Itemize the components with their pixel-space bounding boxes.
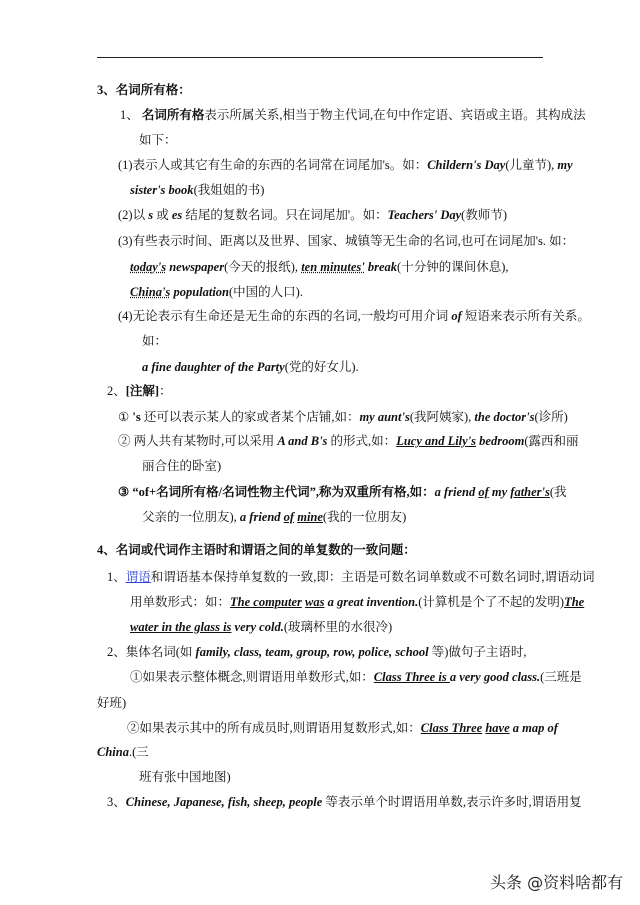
text-line [142, 359, 359, 375]
text-segment: Childern's Day [427, 158, 506, 172]
text-segment: a fine daughter of the Party [142, 360, 285, 374]
text-segment: a friend [434, 485, 479, 499]
text-segment: my [557, 158, 573, 172]
text-line [130, 594, 584, 610]
text-segment: a map of [509, 721, 558, 735]
text-segment: (今天的报纸), [224, 260, 302, 274]
text-line [107, 383, 172, 399]
watermark: 头条 @资料啥都有 [490, 873, 624, 892]
text-line [97, 542, 416, 558]
text-line [97, 82, 191, 98]
text-segment: (我阿姨家), [409, 410, 475, 424]
text-segment: newspaper [166, 260, 225, 274]
text-segment: (我的一位朋友) [322, 510, 407, 524]
text-segment: a friend [239, 510, 284, 524]
text-segment: 结尾的复数名词。只在词尾加'。如： [182, 208, 388, 222]
text-segment: of [478, 485, 489, 499]
text-line [118, 433, 578, 449]
text-segment: ten minutes' [301, 260, 365, 274]
text-segment: China [97, 745, 129, 759]
text-segment: (儿童节), [505, 158, 558, 172]
text-segment: Chinese, Japanese, fish, sheep, people [125, 795, 323, 809]
text-segment: father's [510, 485, 550, 499]
text-segment: es [171, 208, 183, 222]
text-segment: very cold. [231, 620, 284, 634]
text-segment: of [283, 510, 295, 524]
text-segment: The [564, 595, 585, 609]
text-line [139, 132, 177, 148]
text-segment: a very good class. [449, 670, 541, 684]
text-segment: a great invention. [324, 595, 419, 609]
text-segment: (2)以 [118, 208, 149, 222]
text-segment: (十分钟的课间休息), [397, 260, 509, 274]
text-segment: 表示所属关系,相当于物主代词,在句中作定语、宾语或主语。其构成法 [204, 108, 586, 122]
text-segment: 1、 [107, 570, 126, 584]
text-segment: 班有张中国地图) [139, 770, 231, 784]
text-line [120, 107, 586, 123]
header-rule [97, 57, 543, 58]
text-segment: ： [159, 384, 172, 398]
text-segment: 和谓语基本保持单复数的一致,即：主语是可数名词单数或不可数名词时,谓语动词 [150, 570, 595, 584]
text-segment: ② 两人共有某物时,可以采用 [118, 434, 278, 448]
text-line [107, 569, 595, 585]
text-segment: today's [130, 260, 167, 274]
text-segment: 1、 [120, 108, 142, 122]
text-segment: 如下： [139, 133, 177, 147]
text-segment: the doctor's [474, 410, 535, 424]
text-line [142, 333, 167, 349]
text-segment: 3、名词所有格： [97, 83, 191, 97]
text-segment: A and B's [277, 434, 328, 448]
text-segment: (1)表示人或其它有生命的东西的名词常在词尾加's。如： [118, 158, 428, 172]
text-segment: s [148, 208, 154, 222]
text-line [118, 308, 590, 324]
text-segment: Lucy and Lily's [396, 434, 477, 448]
text-segment: (我姐姐的书) [193, 183, 265, 197]
text-segment: Class Three [420, 721, 483, 735]
text-segment: 4、名词或代词作主语时和谓语之间的单复数的一致问题： [97, 543, 416, 557]
text-line [118, 157, 573, 173]
text-segment: 's [132, 410, 141, 424]
text-line [130, 259, 509, 275]
text-segment: (4)无论表示有生命还是无生命的东西的名词,一般均可用介词 [118, 309, 452, 323]
text-segment: 或 [153, 208, 172, 222]
text-segment: (玻璃杯里的水很冷) [283, 620, 393, 634]
text-segment: (计算机是个了不起的发明) [418, 595, 565, 609]
text-line [130, 669, 582, 685]
text-line [118, 484, 567, 500]
text-line [142, 509, 406, 525]
text-segment: 的形式,如： [327, 434, 397, 448]
glossary-link[interactable]: 谓语 [125, 570, 151, 584]
text-segment: .(三 [128, 745, 149, 759]
text-segment: population [170, 285, 230, 299]
text-segment: (诊所) [534, 410, 568, 424]
text-segment: 丽合住的卧室) [142, 459, 222, 473]
text-segment: ① [118, 410, 133, 424]
text-segment: was [305, 595, 325, 609]
text-line [107, 794, 582, 810]
text-line [107, 644, 527, 660]
text-line [97, 695, 126, 711]
text-segment: 2、集体名词(如 [107, 645, 196, 659]
text-segment: sister's book [130, 183, 194, 197]
text-segment: (露西和丽 [524, 434, 579, 448]
text-segment: 短语来表示所有关系。 [461, 309, 590, 323]
text-segment: ②如果表示其中的所有成员时,则谓语用复数形式,如： [127, 721, 421, 735]
text-segment: 等)做句子主语时, [428, 645, 527, 659]
text-line [118, 409, 568, 425]
text-segment: (中国的人口). [229, 285, 303, 299]
text-line [139, 769, 231, 785]
text-line [118, 233, 574, 249]
text-line [127, 720, 558, 736]
text-segment: (三班是 [540, 670, 582, 684]
text-segment: The computer [230, 595, 302, 609]
text-segment: family, class, team, group, row, police, school [195, 645, 429, 659]
text-segment: my aunt's [359, 410, 410, 424]
text-segment: Teachers' Day [387, 208, 462, 222]
text-line [118, 207, 507, 223]
text-segment: Class Three is [373, 670, 450, 684]
text-line [97, 744, 149, 760]
text-segment: have [485, 721, 510, 735]
text-segment: (党的好女儿). [284, 360, 359, 374]
text-line [130, 284, 303, 300]
text-segment: 用单数形式：如： [130, 595, 231, 609]
text-segment: 3、 [107, 795, 126, 809]
text-segment: bedroom [476, 434, 525, 448]
text-line [130, 619, 392, 635]
text-segment: 父亲的一位朋友), [142, 510, 240, 524]
text-segment: [注解] [125, 384, 160, 398]
text-line [142, 458, 221, 474]
text-line [130, 182, 264, 198]
text-segment: 如： [142, 334, 168, 348]
text-segment: my [488, 485, 511, 499]
text-segment: China's [130, 285, 171, 299]
text-segment: (3)有些表示时间、距离以及世界、国家、城镇等无生命的名词,也可在词尾加's. 如： [118, 234, 575, 248]
text-segment: 还可以表示某人的家或者某个店铺,如： [140, 410, 360, 424]
text-segment: of [451, 309, 462, 323]
text-segment: ③ “of+名词所有格/名词性物主代词”,称为双重所有格,如： [118, 485, 435, 499]
text-segment: mine [297, 510, 323, 524]
text-segment: 2、 [107, 384, 126, 398]
text-segment: (我 [549, 485, 567, 499]
text-segment: 名词所有格 [141, 108, 205, 122]
text-segment: 等表示单个时谓语用单数,表示许多时,谓语用复 [322, 795, 582, 809]
text-segment: (教师节) [461, 208, 507, 222]
text-segment: ①如果表示整体概念,则谓语用单数形式,如： [130, 670, 374, 684]
text-segment: water in the glass is [130, 620, 232, 634]
text-segment: break [364, 260, 398, 274]
text-segment: 好班) [97, 696, 127, 710]
